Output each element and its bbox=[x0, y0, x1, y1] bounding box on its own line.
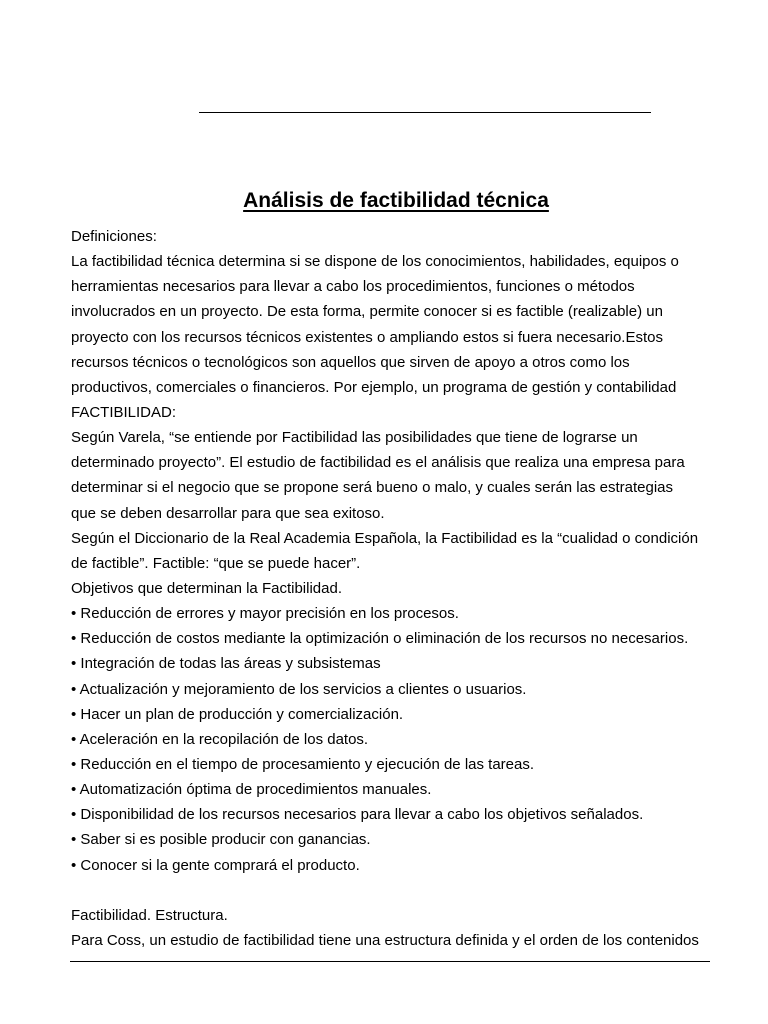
text-line: recursos técnicos o tecnológicos son aquellos que sirven de apoyo a otros como los bbox=[71, 353, 630, 371]
text-line: de factible”. Factible: “que se puede hacer”. bbox=[71, 554, 361, 572]
bullet-line: • Hacer un plan de producción y comercialización. bbox=[71, 705, 404, 723]
bullet-line: • Actualización y mejoramiento de los servicios a clientes o usuarios. bbox=[71, 680, 527, 698]
text-line: Para Coss, un estudio de factibilidad tiene una estructura definida y el orden de los contenidos bbox=[71, 931, 699, 949]
text-line: que se deben desarrollar para que sea exitoso. bbox=[71, 504, 385, 522]
text-line: Según Varela, “se entiende por Factibilidad las posibilidades que tiene de lograrse un bbox=[71, 429, 638, 447]
text-line: Definiciones: bbox=[71, 228, 157, 245]
bullet-line: • Integración de todas las áreas y subsistemas bbox=[71, 655, 381, 673]
text-line: productivos, comerciales o financieros. Por ejemplo, un programa de gestión y contabilidad bbox=[71, 378, 677, 396]
bullet-line: • Disponibilidad de los recursos necesarios para llevar a cabo los objetivos señalados. bbox=[71, 806, 644, 824]
body-text bbox=[71, 224, 731, 953]
bullet-line: • Reducción de costos mediante la optimización o eliminación de los recursos no necesarios. bbox=[71, 630, 689, 648]
bullet-line: • Reducción en el tiempo de procesamiento y ejecución de las tareas. bbox=[71, 755, 535, 773]
text-line: determinado proyecto”. El estudio de factibilidad es el análisis que realiza una empresa para bbox=[71, 454, 685, 472]
footer-rule bbox=[70, 961, 710, 962]
bullet-line: • Saber si es posible producir con ganancias. bbox=[71, 831, 371, 849]
bullet-line: • Automatización óptima de procedimientos manuales. bbox=[71, 781, 432, 799]
text-line: La factibilidad técnica determina si se dispone de los conocimientos, habilidades, equipos o bbox=[71, 253, 679, 271]
text-line: Según el Diccionario de la Real Academia Española, la Factibilidad es la “cualidad o condición bbox=[71, 529, 699, 547]
text-line: FACTIBILIDAD: bbox=[71, 403, 177, 421]
text-line: Factibilidad. Estructura. bbox=[71, 906, 228, 924]
bullet-line: • Conocer si la gente comprará el producto. bbox=[71, 856, 360, 874]
bullet-line: • Aceleración en la recopilación de los datos. bbox=[71, 730, 369, 748]
text-line: herramientas necesarios para llevar a cabo los procedimientos, funciones o métodos bbox=[71, 278, 635, 296]
page-title: Análisis de factibilidad técnica bbox=[243, 189, 549, 212]
text-line: Objetivos que determinan la Factibilidad. bbox=[71, 579, 342, 597]
text-line: determinar si el negocio que se propone será bueno o malo, y cuales serán las estrategias bbox=[71, 479, 674, 497]
header-rule bbox=[199, 112, 651, 113]
text-line: involucrados en un proyecto. De esta forma, permite conocer si es factible (realizable) un bbox=[71, 303, 663, 321]
text-line: proyecto con los recursos técnicos existentes o ampliando estos si fuera necesario.Estos bbox=[71, 328, 663, 346]
bullet-line: • Reducción de errores y mayor precisión en los procesos. bbox=[71, 605, 459, 623]
blank-line bbox=[71, 878, 731, 903]
